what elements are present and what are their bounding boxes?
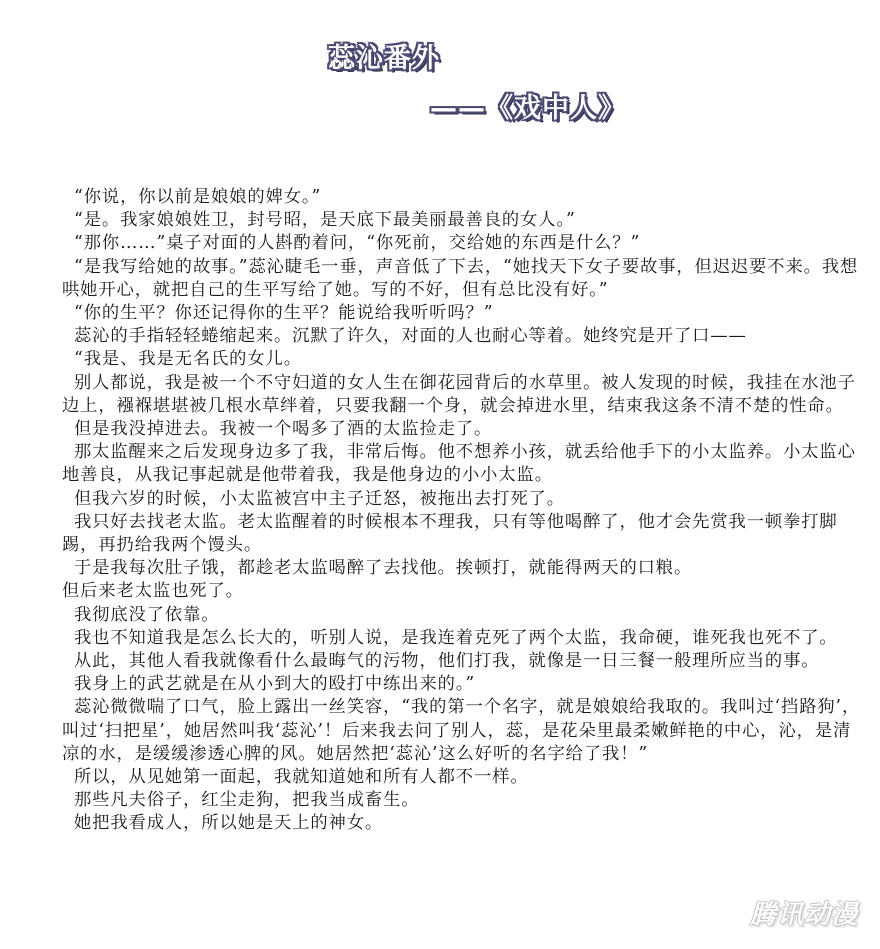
paragraph: 从此，其他人看我就像看什么最晦气的污物，他们打我，就像是一日三餐一般理所应当的事。 [74,651,820,672]
paragraph: 蕊沁微微喘了口气，脸上露出一丝笑容，“我的第一个名字，就是娘娘给我取的。我叫过‘挡路狗’，叫过‘扫把星’，她居然叫我‘蕊沁’！后来我去问了别人，蕊，是花朵里最柔嫩鲜艳的中心，沁，是清凉的水，是缓缓渗透心脾的风。她居然把‘蕊沁’这么好听的名字给了我！” [62,697,861,764]
paragraph: 所以，从见她第一面起，我就知道她和所有人都不一样。 [74,767,529,788]
paragraph: 她把我看成人，所以她是天上的神女。 [74,813,384,834]
paragraph: 我也不知道我是怎么长大的，听别人说，是我连着克死了两个太监，我命硬，谁死我也死不了。 [74,627,838,648]
paragraph: 我只好去找老太监。老太监醒着的时候根本不理我，只有等他喝醉了，他才会先赏我一顿拳打脚踢，再扔给我两个馒头。 [62,511,838,556]
paragraph: 于是我每次肚子饿，都趁老太监喝醉了去找他。挨顿打，就能得两天的口粮。 [74,558,693,579]
paragraph: “那你……”桌子对面的人斟酌着问，“你死前，交给她的东西是什么？” [74,233,641,254]
paragraph: 那些凡夫俗子，红尘走狗，把我当成畜生。 [74,790,420,811]
paragraph: “是我写给她的故事。”蕊沁睫毛一垂，声音低了下去，“她找天下女子要故事，但迟迟要不来。我想哄她开心，就把自己的生平写给了她。写的不好，但有总比没有好。” [62,256,859,300]
title-sub: ——《戏中人》 [430,93,626,124]
paragraph: 别人都说，我是被一个不守妇道的女人生在御花园背后的水草里。被人发现的时候，我挂在水池子边上，襁褓堪堪被几根水草绊着，只要我翻一个身，就会掉进水里，结束我这条不清不楚的性命。 [62,372,856,416]
paragraph: 但我六岁的时候，小太监被宫中主子迁怒，被拖出去打死了。 [74,488,565,509]
tencent-comic-watermark: 腾讯动漫 [749,900,858,930]
paragraph: “是。我家娘娘姓卫，封号昭，是天底下最美丽最善良的女人。” [74,210,576,231]
paragraph: 但是我没掉进去。我被一个喝多了酒的太监捡走了。 [74,419,493,440]
paragraph: “你说，你以前是娘娘的婢女。” [74,187,322,207]
paragraph: “我是、我是无名氏的女儿。 [74,349,302,370]
title-main: 蕊沁番外 [328,43,440,74]
paragraph: “你的生平？你还记得你的生平？能说给我听听吗？” [74,303,494,324]
story-text [62,186,862,836]
paragraph: 我彻底没了依靠。 [74,604,220,625]
paragraph: 我身上的武艺就是在从小到大的殴打中练出来的。” [74,674,476,695]
paragraph: 但后来老太监也死了。 [62,581,244,602]
paragraph: 蕊沁的手指轻轻蜷缩起来。沉默了许久，对面的人也耐心等着。她终究是开了口—— [74,326,747,347]
paragraph: 那太监醒来之后发现身边多了我，非常后悔。他不想养小孩，就丢给他手下的小太监养。小太监心地善良，从我记事起就是他带着我，我是他身边的小小太监。 [62,442,856,486]
